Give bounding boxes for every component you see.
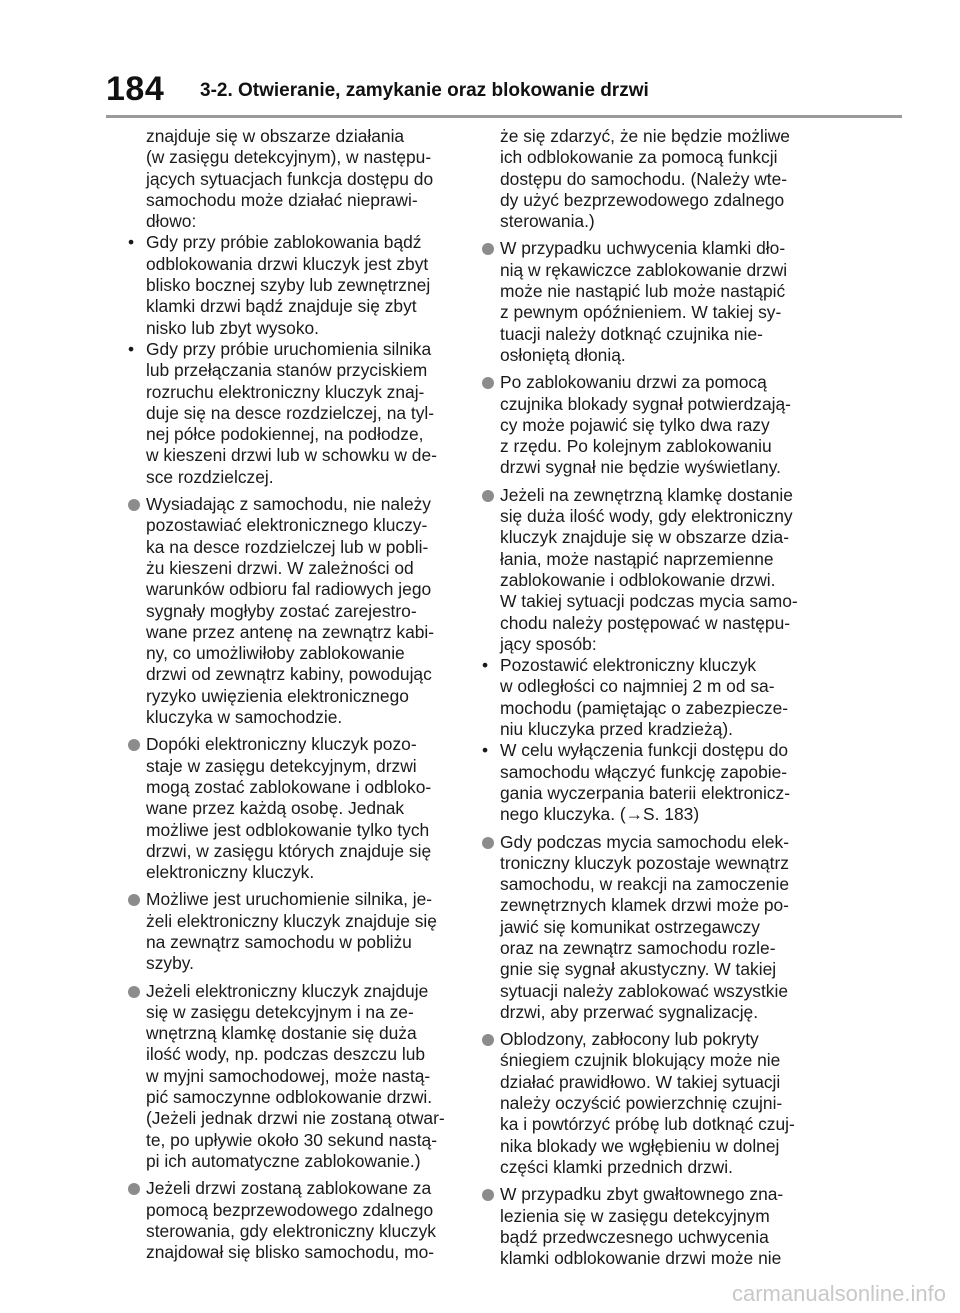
text-line: dy użyć bezprzewodowego zdalnego (500, 189, 785, 210)
bullet-paragraph (478, 485, 808, 655)
text-line: odblokowania drzwi kluczyk jest zbyt (146, 253, 429, 274)
text-line: może nie nastąpić lub może nastąpić (500, 281, 786, 302)
text-line: klamki odblokowanie drzwi może nie (500, 1248, 782, 1269)
text-line: lezienia się w zasięgu detekcyjnym (500, 1205, 770, 1226)
text-line: Gdy podczas mycia samochodu elek- (500, 831, 790, 852)
text-line: tuacji należy dotknąć czujnika nie- (500, 323, 763, 344)
text-line: (Jeżeli jednak drzwi nie zostaną otwar- (146, 1108, 445, 1129)
text-line: rozruchu elektroniczny kluczyk znaj- (146, 381, 425, 402)
bullet-paragraph (124, 494, 454, 728)
text-line: nią w rękawiczce zablokowanie drzwi (500, 259, 788, 280)
text-line: mogą zostać zablokowane i odbloko- (146, 776, 432, 797)
text-line: niu kluczyka przed kradzieżą). (500, 719, 733, 740)
sub-list-item (124, 232, 454, 338)
text-line: żeli elektroniczny kluczyk znajduje się (146, 910, 437, 931)
bullet-paragraph (478, 238, 808, 366)
text-line: • Pozostawić elektroniczny kluczyk (500, 655, 757, 676)
header-divider (106, 115, 902, 118)
text-line: klamki drzwi bądź znajduje się zbyt (146, 296, 417, 317)
sub-list-item (124, 339, 454, 488)
text-line: ilość wody, np. podczas deszczu lub (146, 1044, 426, 1065)
text-line: nego kluczyka. (→S. 183) (500, 804, 700, 825)
text-line: drzwi, aby przerwać sygnalizację. (500, 1001, 759, 1022)
text-line: w odległości co najmniej 2 m od sa- (500, 676, 775, 697)
text-line: Wysiadając z samochodu, nie należy (146, 494, 432, 515)
text-line: łania, może nastąpić naprzemienne (500, 548, 774, 569)
sub-list-item (478, 740, 808, 825)
text-line: samochodu włączyć funkcję zapobie- (500, 761, 788, 782)
bullet-paragraph (478, 832, 808, 1024)
text-line: znajduje się w obszarze działania (146, 126, 405, 146)
text-line: Jeżeli drzwi zostaną zablokowane za (146, 1178, 432, 1199)
text-line: gania wyczerpania baterii elektronicz- (500, 782, 790, 803)
text-line: części klamki przednich drzwi. (500, 1156, 733, 1177)
text-line: znajdował się blisko samochodu, mo- (146, 1242, 435, 1263)
continued-paragraph (124, 126, 454, 232)
text-line: • W celu wyłączenia funkcji dostępu do (500, 740, 789, 761)
text-line: szyby. (146, 953, 194, 974)
text-line: działać prawidłowo. W takiej sytuacji (500, 1071, 781, 1092)
text-line: W takiej sytuacji podczas mycia samo- (500, 591, 798, 612)
text-line: sce rozdzielczej. (146, 466, 274, 487)
text-line: blisko bocznej szyby lub zewnętrznej (146, 275, 431, 296)
text-line: śniegiem czujnik blokujący może nie (500, 1050, 781, 1071)
text-line: Oblodzony, zabłocony lub pokryty (500, 1029, 759, 1050)
text-line: gnie się sygnał akustyczny. W takiej (500, 959, 777, 980)
text-line: dłowo: (146, 211, 197, 232)
text-line: Po zablokowaniu drzwi za pomocą (500, 372, 767, 393)
text-line: kluczyk znajduje się w obszarze dzia- (500, 527, 790, 548)
sub-list-item (478, 655, 808, 740)
page-header (0, 0, 960, 120)
text-line: w kieszeni drzwi lub w schowku w de- (146, 445, 437, 466)
text-line: troniczny kluczyk pozostaje wewnątrz (500, 852, 789, 873)
bullet-paragraph (124, 734, 454, 883)
text-line: sterowania.) (500, 211, 595, 232)
text-line: dostępu do samochodu. (Należy wte- (500, 168, 788, 189)
text-line: drzwi sygnał nie będzie wyświetlany. (500, 457, 781, 478)
bullet-paragraph (124, 889, 454, 974)
text-line: (w zasięgu detekcyjnym), w następu- (146, 147, 432, 168)
text-line: pi ich automatyczne zablokowanie.) (146, 1150, 421, 1171)
text-line: wnętrzną klamkę dostanie się duża (146, 1023, 417, 1044)
text-line: staje w zasięgu detekcyjnym, drzwi (146, 755, 417, 776)
text-line: kluczyka w samochodzie. (146, 707, 343, 728)
text-line: W przypadku uchwycenia klamki dło- (500, 238, 786, 259)
text-line: nisko lub zbyt wysoko. (146, 317, 320, 338)
text-line: nej półce podokiennej, na podłodze, (146, 424, 424, 445)
text-line: samochodu, w reakcji na zamoczenie (500, 874, 790, 895)
text-line: jących sytuacjach funkcja dostępu do (146, 168, 434, 189)
text-line: ich odblokowanie za pomocą funkcji (500, 147, 778, 168)
bullet-paragraph (478, 1184, 808, 1269)
text-line: Możliwe jest uruchomienie silnika, je- (146, 889, 433, 910)
text-line: należy oczyścić powierzchnię czujni- (500, 1093, 783, 1114)
text-line: elektroniczny kluczyk. (146, 862, 315, 883)
text-line: zewnętrznych klamek drzwi może po- (500, 895, 789, 916)
text-line: nika blokady we wgłębieniu w dolnej (500, 1135, 780, 1156)
text-line: się w zasięgu detekcyjnym i na ze- (146, 1001, 414, 1022)
text-line: z rzędu. Po kolejnym zablokowaniu (500, 436, 772, 457)
text-line: W przypadku zbyt gwałtownego zna- (500, 1184, 784, 1205)
text-line: pić samoczynne odblokowanie drzwi. (146, 1087, 433, 1108)
bullet-paragraph (478, 1029, 808, 1178)
text-line: na zewnątrz samochodu w pobliżu (146, 931, 412, 952)
page-number: 184 (106, 70, 165, 108)
text-line: się duża ilość wody, gdy elektroniczny (500, 506, 793, 527)
text-line: wane przez każdą osobę. Jednak (146, 798, 405, 819)
text-line: samochodu może działać nieprawi- (146, 189, 418, 210)
bullet-paragraph (124, 1178, 454, 1263)
right-column (478, 126, 808, 1269)
text-line: oraz na zewnątrz samochodu rozle- (500, 937, 776, 958)
text-line: Jeżeli elektroniczny kluczyk znajduje (146, 980, 429, 1001)
text-line: że się zdarzyć, że nie będzie możliwe (500, 126, 790, 146)
text-line: cy może pojawić się tylko dwa razy (500, 414, 770, 435)
text-line: sygnały mogłyby zostać zarejestro- (146, 600, 417, 621)
text-line: jawić się komunikat ostrzegawczy (500, 916, 760, 937)
text-line: duje się na desce rozdzielczej, na tyl- (146, 402, 435, 423)
text-line: Dopóki elektroniczny kluczyk pozo- (146, 734, 417, 755)
text-line: chodu należy postępować w następu- (500, 612, 791, 633)
bullet-paragraph (124, 981, 454, 1173)
text-line: wane przez antenę na zewnątrz kabi- (146, 621, 435, 642)
left-column (124, 126, 454, 1263)
text-line: • Gdy przy próbie zablokowania bądź (146, 232, 422, 253)
watermark: carmanualsonline.info (731, 1281, 946, 1306)
text-line: lub przełączania stanów przyciskiem (146, 360, 428, 381)
text-line: zablokowanie i odblokowanie drzwi. (500, 569, 776, 590)
text-line: pozostawiać elektronicznego kluczy- (146, 515, 428, 536)
text-line: sytuacji należy zablokować wszystkie (500, 980, 789, 1001)
text-line: bądź przedwczesnego uchwycenia (500, 1226, 769, 1247)
text-line: warunków odbioru fal radiowych jego (146, 579, 432, 600)
text-line: w myjni samochodowej, może nastą- (146, 1065, 431, 1086)
text-line: • Gdy przy próbie uruchomienia silnika (146, 338, 432, 359)
section-title: 3-2. Otwieranie, zamykanie oraz blokowanie drzwi (200, 80, 649, 101)
text-line: jący sposób: (500, 633, 597, 654)
text-line: osłoniętą dłonią. (500, 344, 626, 365)
text-line: drzwi od zewnątrz kabiny, powodując (146, 664, 432, 685)
text-line: ny, co umożliwiłoby zablokowanie (146, 643, 405, 664)
text-line: mochodu (pamiętając o zabezpiecze- (500, 697, 789, 718)
text-line: z pewnym opóźnieniem. W takiej sy- (500, 302, 782, 323)
text-line: drzwi, w zasięgu których znajduje się (146, 840, 432, 861)
text-line: ka na desce rozdzielczej lub w pobli- (146, 536, 429, 557)
text-line: żu kieszeni drzwi. W zależności od (146, 557, 414, 578)
text-line: ka i powtórzyć próbę lub dotknąć czuj- (500, 1114, 795, 1135)
continued-paragraph (478, 126, 808, 232)
bullet-paragraph (478, 372, 808, 478)
text-line: ryzyko uwięzienia elektronicznego (146, 685, 409, 706)
text-line: możliwe jest odblokowanie tylko tych (146, 819, 430, 840)
text-line: Jeżeli na zewnętrzną klamkę dostanie (500, 484, 793, 505)
text-line: te, po upływie około 30 sekund nastą- (146, 1129, 437, 1150)
text-line: pomocą bezprzewodowego zdalnego (146, 1199, 434, 1220)
text-line: sterowania, gdy elektroniczny kluczyk (146, 1220, 436, 1241)
text-line: czujnika blokady sygnał potwierdzają- (500, 393, 791, 414)
